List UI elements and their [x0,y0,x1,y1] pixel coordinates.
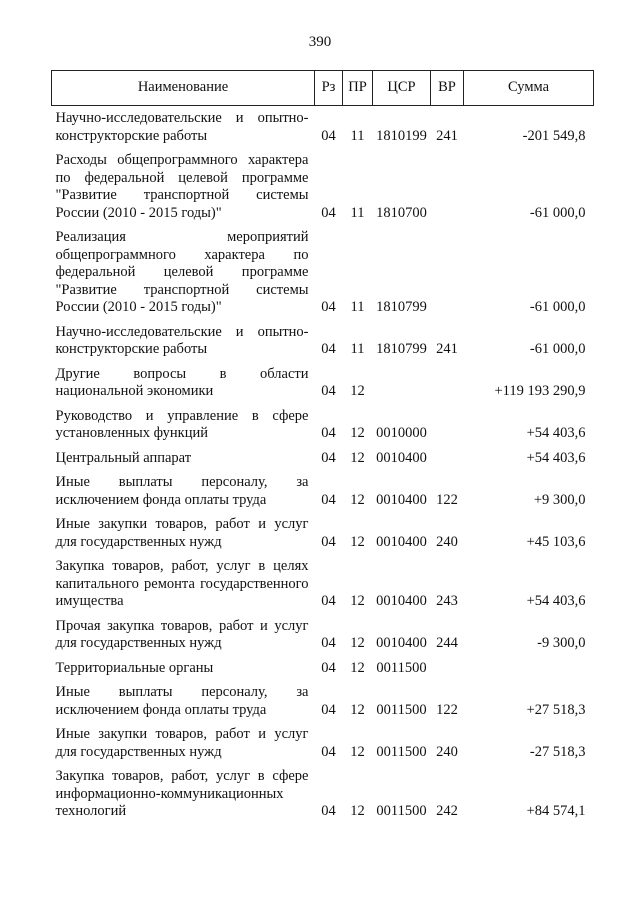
cell-pr: 12 [350,635,365,651]
cell-csr: 0010400 [376,491,427,508]
table-row [52,106,594,149]
cell-name: Территориальные органы [55,659,214,676]
cell-vr: 243 [436,593,458,609]
table-body [52,106,594,824]
cell-rz: 04 [321,491,336,508]
cell-rz: 04 [321,449,336,466]
cell-csr [373,362,431,404]
cell-vr [431,446,464,471]
cell-rz: 04 [321,425,336,441]
cell-name: Прочая закупка товаров, работ и услуг для государственных нужд [55,617,309,651]
cell-pr: 12 [350,743,365,760]
table-row [52,614,594,656]
cell-sum: +54 403,6 [526,449,586,466]
cell-csr: 0011500 [376,659,427,676]
cell-csr: 0011500 [376,701,427,718]
cell-csr: 0010400 [376,533,427,550]
cell-rz: 04 [321,533,336,550]
cell-csr: 1810199 [376,127,427,144]
cell-rz: 04 [321,383,336,399]
cell-rz: 04 [321,299,336,315]
table-row [52,554,594,614]
header-pr: ПР [343,71,373,106]
cell-vr [431,404,464,446]
cell-name: Центральный аппарат [55,449,192,466]
cell-rz: 04 [321,127,336,144]
table-row [52,225,594,320]
cell-sum: +54 403,6 [526,425,586,441]
cell-name: Закупка товаров, работ, услуг в целях капитального ремонта государственного имущества [55,558,309,609]
table-row [52,404,594,446]
cell-rz: 04 [321,593,336,609]
page-number: 390 [308,34,332,50]
cell-pr: 12 [350,701,365,718]
cell-csr: 1810700 [376,204,427,221]
cell-sum: +119 193 290,9 [494,383,586,399]
header-csr: ЦСР [373,71,431,106]
cell-sum: -61 000,0 [529,341,586,357]
cell-vr: 240 [436,533,458,550]
table-row [52,680,594,722]
cell-sum: -27 518,3 [529,743,586,760]
cell-pr: 12 [350,425,365,441]
cell-vr: 244 [436,635,458,651]
table-header-row [52,71,594,106]
cell-sum: -61 000,0 [529,299,586,315]
cell-csr: 0010400 [376,449,427,466]
cell-pr: 11 [350,204,365,221]
table-row [52,362,594,404]
table-row [52,722,594,764]
cell-vr: 241 [436,127,458,144]
cell-vr: 122 [436,491,458,508]
cell-pr: 12 [350,533,365,550]
cell-name: Иные выплаты персоналу, за исключением фонда оплаты труда [55,474,309,508]
budget-table [51,70,594,824]
cell-name: Закупка товаров, работ, услуг в сфере информационно-коммуникационных технологий [55,768,309,819]
table-row [52,446,594,471]
cell-name: Иные закупки товаров, работ и услуг для государственных нужд [55,516,309,550]
table-row [52,656,594,681]
cell-vr [431,148,464,225]
cell-name: Научно-исследовательские и опытно-конструкторские работы [55,110,309,144]
cell-pr: 11 [350,127,365,144]
cell-sum: +9 300,0 [533,491,586,508]
cell-rz: 04 [321,204,336,221]
cell-rz: 04 [321,635,336,651]
cell-name: Расходы общепрограммного характера по федеральной целевой программе "Развитие транспортной системы России (2010 - 2015 годы)" [55,152,309,221]
cell-vr: 240 [436,743,458,760]
cell-name: Иные выплаты персоналу, за исключением фонда оплаты труда [55,684,309,718]
cell-sum: +45 103,6 [526,533,586,550]
cell-vr: 242 [436,803,458,819]
cell-rz: 04 [321,743,336,760]
cell-sum: +54 403,6 [526,593,586,609]
cell-vr: 241 [436,341,458,357]
cell-name: Научно-исследовательские и опытно-конструкторские работы [55,323,309,357]
cell-rz: 04 [321,659,336,676]
cell-vr [431,656,464,681]
cell-csr: 0011500 [376,803,427,819]
cell-csr: 0010400 [376,635,427,651]
cell-pr: 11 [350,341,365,357]
cell-pr: 12 [350,659,365,676]
cell-pr: 12 [350,593,365,609]
cell-name: Руководство и управление в сфере установленных функций [55,407,309,441]
table-row [52,148,594,225]
table-row [52,764,594,824]
header-vr: ВР [431,71,464,106]
cell-rz: 04 [321,341,336,357]
header-sum: Сумма [464,71,594,106]
cell-name: Другие вопросы в области национальной экономики [55,365,309,399]
cell-pr: 12 [350,383,365,399]
cell-sum: +84 574,1 [526,803,586,819]
cell-pr: 12 [350,803,365,819]
cell-pr: 12 [350,449,365,466]
cell-vr: 122 [436,701,458,718]
cell-sum: +27 518,3 [526,701,586,718]
table-row [52,320,594,362]
cell-csr: 0011500 [376,743,427,760]
cell-name: Реализация мероприятий общепрограммного характера по федеральной целевой программе "Развитие транспортной системы России (2010 - 2015 годы)" [55,229,309,315]
cell-sum [464,656,594,681]
header-name: Наименование [52,71,315,106]
cell-vr [431,225,464,320]
cell-pr: 11 [350,299,365,315]
cell-sum: -61 000,0 [529,204,586,221]
cell-csr: 0010000 [376,425,427,441]
cell-name: Иные закупки товаров, работ и услуг для государственных нужд [55,726,309,760]
cell-csr: 0010400 [376,593,427,609]
table-row [52,470,594,512]
cell-sum: -201 549,8 [522,127,586,144]
table-row [52,512,594,554]
header-rz: Рз [315,71,343,106]
cell-sum: -9 300,0 [537,635,586,651]
cell-csr: 1810799 [376,299,427,315]
cell-vr [431,362,464,404]
cell-rz: 04 [321,701,336,718]
cell-pr: 12 [350,491,365,508]
cell-csr: 1810799 [376,341,427,357]
cell-rz: 04 [321,803,336,819]
